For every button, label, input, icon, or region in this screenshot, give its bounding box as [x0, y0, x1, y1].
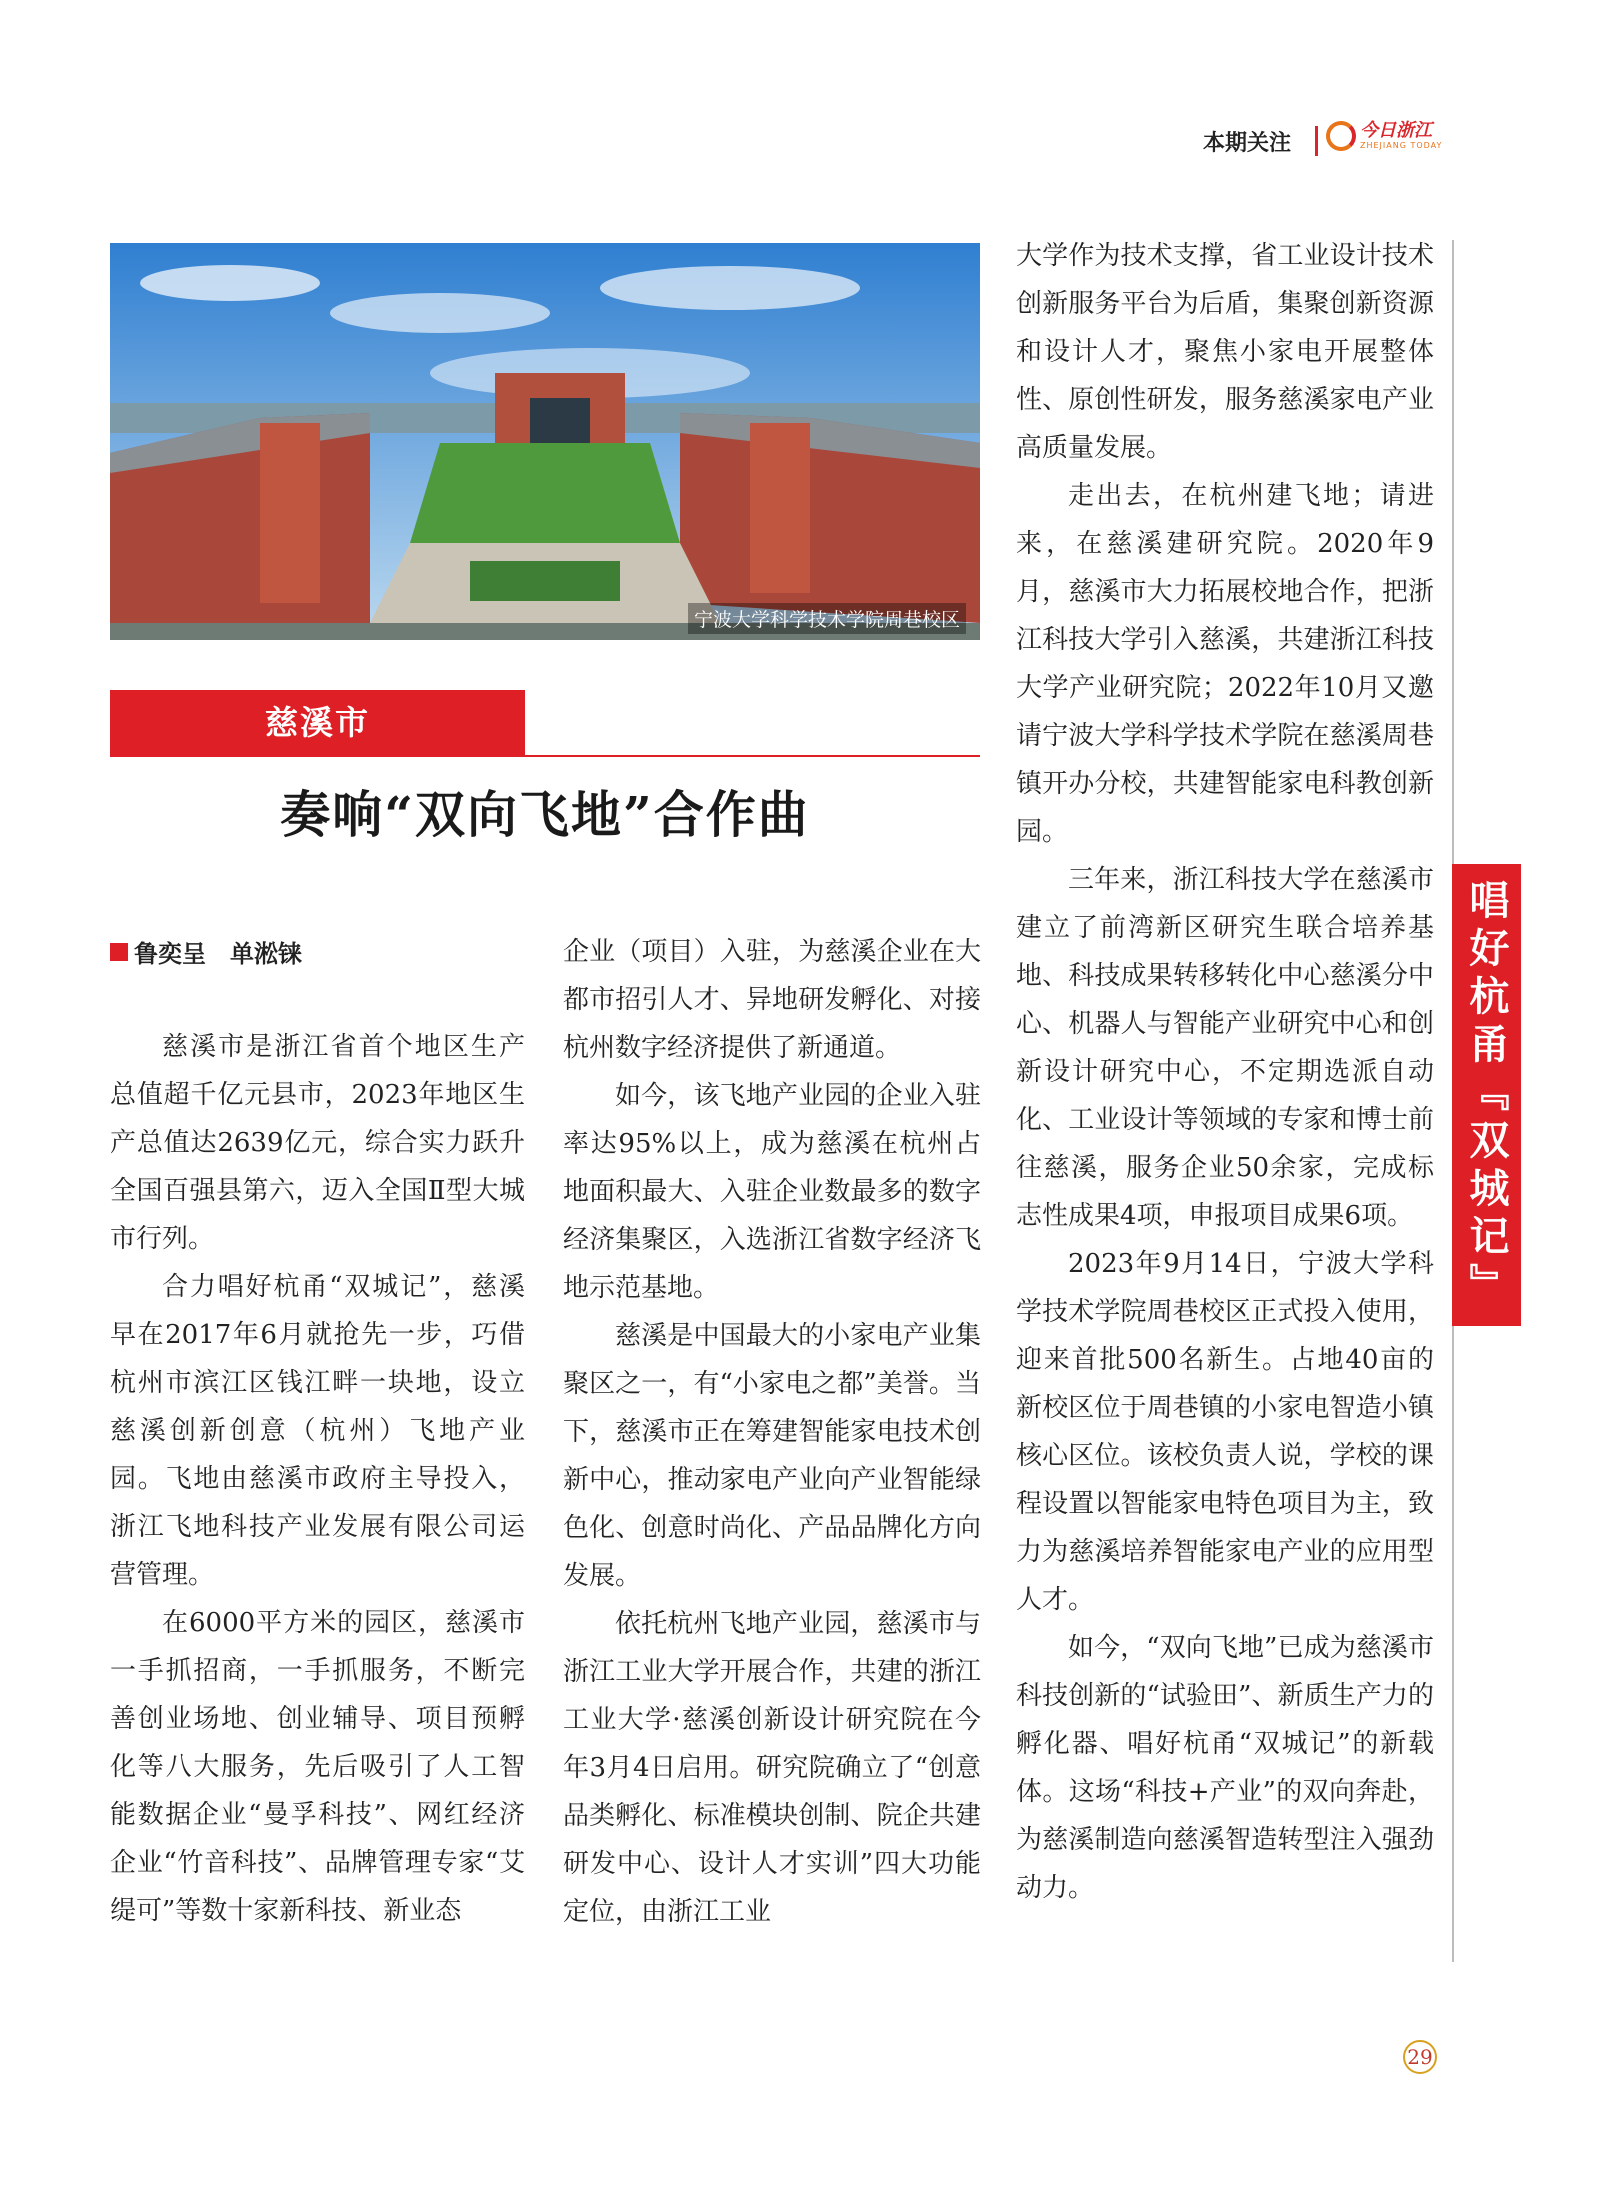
magazine-logo [1326, 121, 1442, 151]
paragraph: 慈溪市是浙江省首个地区生产总值超千亿元县市，2023年地区生产总值达2639亿元，综合实力跃升全国百强县第六，迈入全国Ⅱ型大城市行列。 [110, 1032, 525, 1254]
byline-square-icon [110, 943, 128, 961]
paragraph: 三年来，浙江科技大学在慈溪市建立了前湾新区研究生联合培养基地、科技成果转移转化中心慈溪分中心、机器人与智能产业研究中心和创新设计研究中心，不定期选派自动化、工业设计等领域的专家和博士前往慈溪，服务企业50余家，完成标志性成果4项，申报项目成果6项。 [1016, 865, 1434, 1231]
paragraph: 慈溪是中国最大的小家电产业集聚区之一，有“小家电之都”美誉。当下，慈溪市正在筹建智能家电技术创新中心，推动家电产业向产业智能绿色化、创意时尚化、产品品牌化方向发展。 [563, 1321, 981, 1591]
paragraph: 如今，该飞地产业园的企业入驻率达95%以上，成为慈溪在杭州占地面积最大、入驻企业数最多的数字经济集聚区，入选浙江省数字经济飞地示范基地。 [563, 1081, 981, 1303]
photo-caption: 宁波大学科学技术学院周巷校区 [688, 603, 966, 634]
article-headline: 奏响“双向飞地”合作曲 [280, 785, 810, 844]
region-label: 慈溪市 [110, 690, 525, 755]
paragraph: 2023年9月14日，宁波大学科学技术学院周巷校区正式投入使用，迎来首批500名新生。占地40亩的新校区位于周巷镇的小家电智造小镇核心区位。该校负责人说，学校的课程设置以智能家电特色项目为主，致力为慈溪培养智能家电产业的应用型人才。 [1016, 1249, 1434, 1615]
body-column-2 [563, 928, 981, 1936]
paragraph: 依托杭州飞地产业园，慈溪市与浙江工业大学开展合作，共建的浙江工业大学·慈溪创新设计研究院在今年3月4日启用。研究院确立了“创意品类孵化、标准模块创制、院企共建研发中心、设计人才实训”四大功能定位，由浙江工业 [563, 1609, 981, 1927]
paragraph: 合力唱好杭甬“双城记”，慈溪早在2017年6月就抢先一步，巧借杭州市滨江区钱江畔一块地，设立慈溪创新创意（杭州）飞地产业园。飞地由慈溪市政府主导投入，浙江飞地科技产业发展有限公司运营管理。 [110, 1272, 525, 1590]
header-divider [1315, 126, 1318, 156]
campus-photo [110, 243, 980, 640]
body-column-1 [110, 1023, 525, 1935]
byline-authors: 鲁奕呈 单淞铼 [134, 940, 302, 968]
logo-chinese-text: 今日浙江 [1360, 120, 1432, 141]
paragraph: 走出去，在杭州建飞地；请进来，在慈溪建研究院。2020年9月，慈溪市大力拓展校地合作，把浙江科技大学引入慈溪，共建浙江科技大学产业研究院；2022年10月又邀请宁波大学科学技术学院在慈溪周巷镇开办分校，共建智能家电科教创新园。 [1016, 481, 1434, 847]
paragraph: 大学作为技术支撑，省工业设计技术创新服务平台为后盾，集聚创新资源和设计人才，聚焦小家电开展整体性、原创性研发，服务慈溪家电产业高质量发展。 [1016, 241, 1434, 463]
campus-illustration [110, 243, 980, 640]
body-column-3 [1016, 232, 1434, 1912]
column-tab [1452, 864, 1521, 1326]
column-tab-label: 唱好杭甬『双城记』 [1463, 879, 1510, 1311]
logo-swirl-icon [1326, 121, 1356, 151]
paragraph: 企业（项目）入驻，为慈溪企业在大都市招引人才、异地研发孵化、对接杭州数字经济提供了新通道。 [563, 937, 981, 1063]
page-number: 29 [1403, 2040, 1437, 2074]
byline [110, 934, 302, 969]
paragraph: 在6000平方米的园区，慈溪市一手抓招商，一手抓服务，不断完善创业场地、创业辅导、项目预孵化等八大服务，先后吸引了人工智能数据企业“曼孚科技”、网红经济企业“竹音科技”、品牌管理专家“艾缇可”等数十家新科技、新业态 [110, 1608, 525, 1926]
title-divider [110, 755, 980, 757]
paragraph: 如今，“双向飞地”已成为慈溪市科技创新的“试验田”、新质生产力的孵化器、唱好杭甬“双城记”的新载体。这场“科技+产业”的双向奔赴，为慈溪制造向慈溪智造转型注入强劲动力。 [1016, 1633, 1434, 1903]
section-label: 本期关注 [1203, 131, 1292, 156]
logo-english-text: ZHEJIANG TODAY [1360, 141, 1443, 150]
